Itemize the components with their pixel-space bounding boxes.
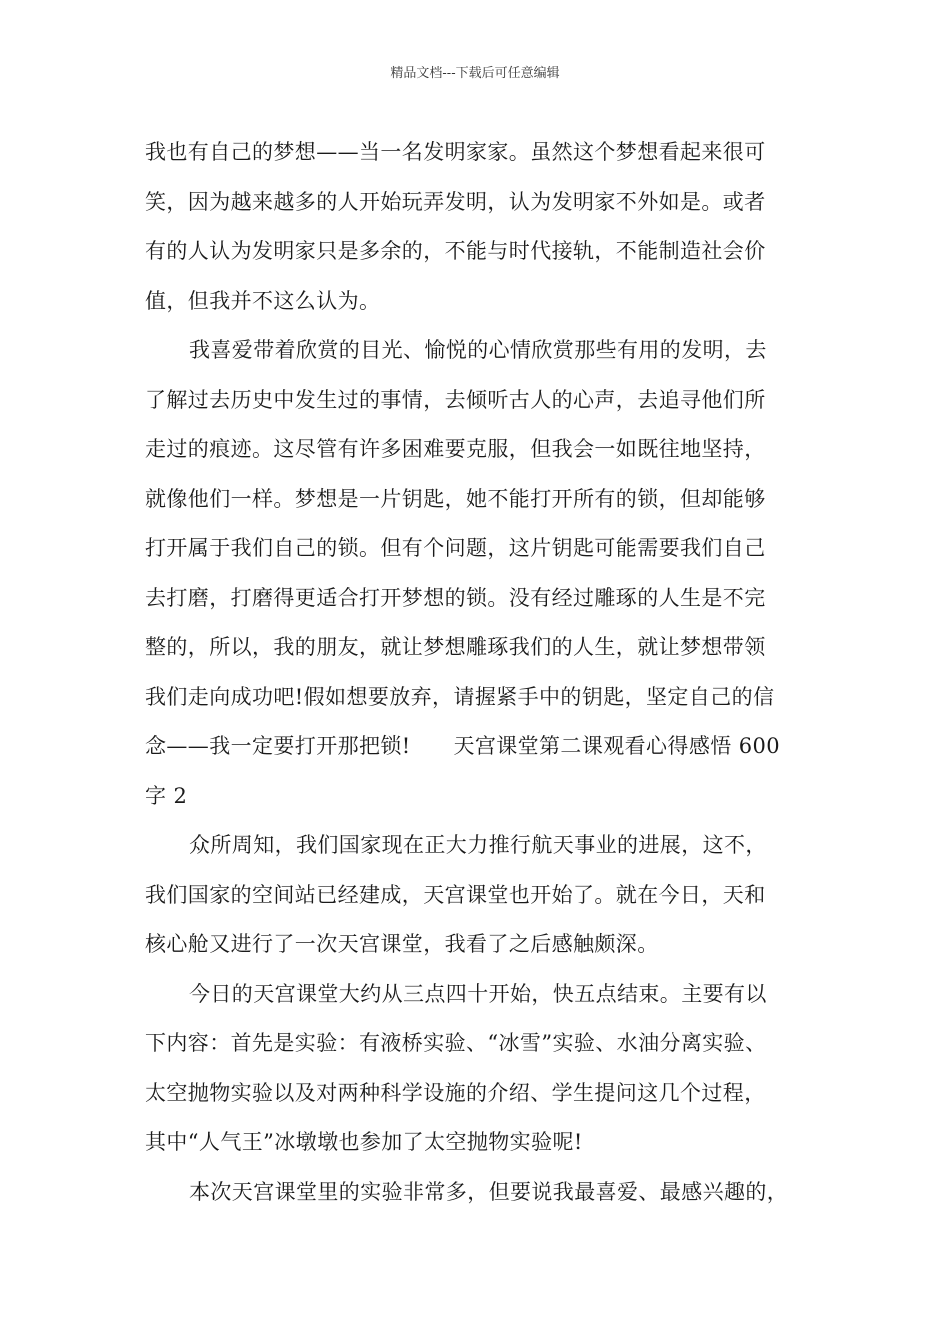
text-line: 打开属于我们自己的锁。但有个问题，这片钥匙可能需要我们自己: [145, 536, 766, 560]
text-line: 就像他们一样。梦想是一片钥匙，她不能打开所有的锁，但却能够: [145, 486, 766, 511]
text-line: 走过的痕迹。这尽管有许多困难要克服，但我会一如既往地坚持，: [145, 437, 766, 461]
text-line: 我们国家的空间站已经建成，天宫课堂也开始了。就在今日，天和: [145, 882, 766, 907]
text-line: 今日的天宫课堂大约从三点四十开始，快五点结束。主要有以: [189, 981, 767, 1006]
text-line: 了解过去历史中发生过的事情，去倾听古人的心声，去追寻他们所: [145, 387, 766, 412]
text-line: 有的人认为发明家只是多余的，不能与时代接轨，不能制造社会价: [145, 239, 766, 263]
text-line: 字 2: [145, 783, 188, 808]
text-line: 太空抛物实验以及对两种科学设施的介绍、学生提问这几个过程，: [145, 1080, 766, 1105]
text-line: 其中“人气王”冰墩墩也参加了太空抛物实验呢!: [145, 1130, 583, 1154]
text-line: 笑，因为越来越多的人开始玩弄发明，认为发明家不外如是。或者: [145, 189, 766, 214]
text-line: 我们走向成功吧!假如想要放弃，请握紧手中的钥匙，坚定自己的信: [145, 684, 775, 709]
text-line: 念——我一定要打开那把锁! 天宫课堂第二课观看心得感悟 600: [145, 734, 780, 758]
text-line: 众所周知，我们国家现在正大力推行航天事业的进展，这不，: [189, 833, 767, 857]
text-line: 整的，所以，我的朋友，就让梦想雕琢我们的人生，就让梦想带领: [145, 635, 766, 659]
page-header: 精品文档---下载后可任意编辑: [390, 66, 560, 81]
text-line: 我也有自己的梦想——当一名发明家家。虽然这个梦想看起来很可: [145, 140, 766, 164]
text-line: 下内容：首先是实验：有液桥实验、“冰雪”实验、水油分离实验、: [145, 1031, 767, 1055]
text-line: 值，但我并不这么认为。: [145, 288, 381, 313]
text-line: 我喜爱带着欣赏的目光、愉悦的心情欣赏那些有用的发明，去: [189, 338, 767, 362]
text-line: 核心舱又进行了一次天宫课堂，我看了之后感触颇深。: [145, 932, 659, 956]
text-line: 去打磨，打磨得更适合打开梦想的锁。没有经过雕琢的人生是不完: [145, 585, 766, 610]
text-line: 本次天宫课堂里的实验非常多，但要说我最喜爱、最感兴趣的，: [189, 1179, 789, 1204]
document-body: [145, 128, 835, 1217]
